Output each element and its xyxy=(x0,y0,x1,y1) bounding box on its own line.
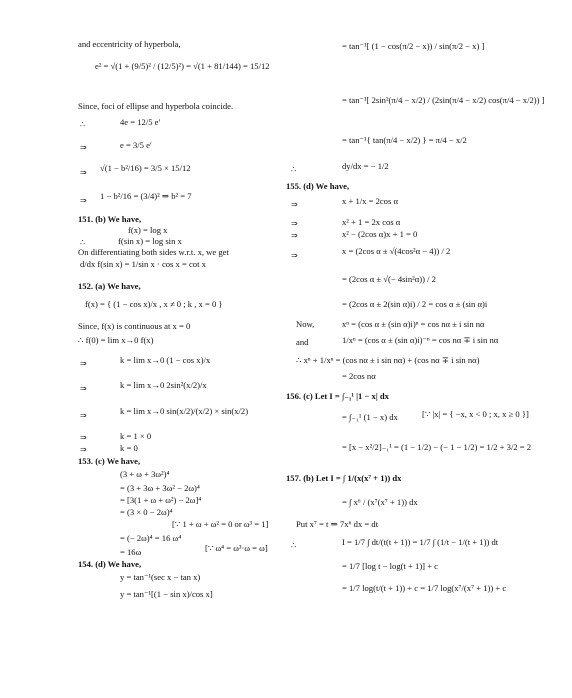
equation-line: d/dx f(sin x) = 1/sin x · cos x = cot x xyxy=(80,259,206,269)
equation-line: ∴ f(0) = lim x→0 f(x) xyxy=(78,335,154,345)
equation-line: 1 − b²/16 = (3/4)² ⇒ b² = 7 xyxy=(100,191,192,201)
equation-line: 4e = 12/5 e′ xyxy=(120,117,161,127)
implies-symbol: ⇒ xyxy=(80,168,87,177)
text-line: On differentiating both sides w.r.t. x, we get xyxy=(78,247,229,257)
equation-line: k = lim x→0 2sin²(x/2)/x xyxy=(120,380,207,390)
problem-157-heading: 157. (b) Let I = ∫ 1/(x(x⁷ + 1)) dx xyxy=(286,473,402,483)
equation-line: = 1/7 [log t − log(t + 1)] + c xyxy=(342,561,438,571)
problem-155-heading: 155. (d) We have, xyxy=(286,181,350,191)
text-line: Put x⁷ = t ⇒ 7x⁶ dx = dt xyxy=(296,519,379,529)
equation-line: = tan⁻¹{ tan(π/4 − x/2) } = π/4 − x/2 xyxy=(342,135,467,145)
implies-symbol: ⇒ xyxy=(80,411,87,420)
equation-line: = 1/7 log(t/(t + 1)) + c = 1/7 log(x⁷/(x⁷ + 1)) + c xyxy=(342,583,507,593)
equation-line: = ∫ x⁶ / (x⁷(x⁷ + 1)) dx xyxy=(342,497,418,507)
equation-line: dy/dx = − 1/2 xyxy=(342,161,389,171)
equation-line: x² + 1 = 2x cos α xyxy=(342,217,401,227)
reason-bracket: [∵ |x| = { −x, x < 0 ; x, x ≥ 0 }] xyxy=(422,409,529,419)
implies-symbol: ⇒ xyxy=(80,433,87,442)
piecewise-function: f(x) = { (1 − cos x)/x , x ≠ 0 ; k , x = 0 } xyxy=(85,299,223,309)
equation-line: = (3 × 0 − 2ω)⁴ xyxy=(120,507,173,517)
therefore-symbol: ∴ xyxy=(80,238,86,247)
problem-153-heading: 153. (c) We have, xyxy=(78,456,141,466)
equation-line: x² − (2cos α)x + 1 = 0 xyxy=(342,229,418,239)
equation-line: = [x − x²/2]₋₁¹ = (1 − 1/2) − (− 1 − 1/2) = 1/2 + 3/2 = 2 xyxy=(342,442,532,452)
equation-line: k = 1 × 0 xyxy=(120,431,152,441)
implies-symbol: ⇒ xyxy=(80,445,87,454)
equation-line: = tan⁻¹[ (1 − cos(π/2 − x)) / sin(π/2 − x) ] xyxy=(342,41,485,51)
implies-symbol: ⇒ xyxy=(80,384,87,393)
implies-symbol: ⇒ xyxy=(291,231,298,240)
equation-line: k = lim x→0 (1 − cos x)/x xyxy=(120,355,211,365)
equation-line: 1/xⁿ = (cos α ± (sin α)i)⁻ⁿ = cos nα ∓ i sin nα xyxy=(342,335,499,345)
equation-line: = (3 + 3ω + 3ω² − 2ω)⁴ xyxy=(120,483,200,493)
text-line: and xyxy=(296,337,309,347)
implies-symbol: ⇒ xyxy=(80,143,87,152)
equation-line: = (2cos α ± √(− 4sin²α)) / 2 xyxy=(342,274,436,284)
equation-line: ∴ xⁿ + 1/xⁿ = (cos nα ± i sin nα) + (cos nα ∓ i sin nα) xyxy=(296,355,480,365)
equation-line: f(sin x) = log sin x xyxy=(118,236,182,246)
equation-eccentricity: e² = √(1 + (9/5)² / (12/5)²) = √(1 + 81/144) = 15/12 xyxy=(95,61,270,71)
text-line: Now, xyxy=(296,319,315,329)
equation-line: √(1 − b²/16) = 3/5 × 15/12 xyxy=(100,163,191,173)
equation-line: = 16ω xyxy=(120,547,142,557)
equation-line: = 2cos nα xyxy=(342,371,376,381)
text-line: and eccentricity of hyperbola, xyxy=(78,39,181,49)
problem-154-heading: 154. (d) We have, xyxy=(78,559,142,569)
problem-152-heading: 152. (a) We have, xyxy=(78,281,141,291)
equation-line: x + 1/x = 2cos α xyxy=(342,196,398,206)
equation-line: = tan⁻¹[ 2sin²(π/4 − x/2) / (2sin(π/4 − x/2) cos(π/4 − x/2)) ] xyxy=(342,95,545,105)
problem-151-heading: 151. (b) We have, xyxy=(78,214,142,224)
problem-156-heading: 156. (c) Let I = ∫₋₁¹ |1 − x| dx xyxy=(286,391,389,401)
text-line: Since, f(x) is continuous at x = 0 xyxy=(78,321,191,331)
therefore-symbol: ∴ xyxy=(291,541,297,550)
equation-line: y = tan⁻¹[(1 − sin x)/cos x] xyxy=(120,589,213,599)
equation-line: k = lim x→0 sin(x/2)/(x/2) × sin(x/2) xyxy=(120,406,249,416)
equation-line: = ∫₋₁¹ (1 − x) dx xyxy=(342,412,398,422)
equation-line: = [3(1 + ω + ω²) − 2ω]⁴ xyxy=(120,495,202,505)
equation-line: (3 + ω + 3ω²)⁴ xyxy=(120,469,170,479)
therefore-symbol: ∴ xyxy=(80,120,86,129)
therefore-symbol: ∴ xyxy=(291,165,297,174)
implies-symbol: ⇒ xyxy=(291,200,298,209)
implies-symbol: ⇒ xyxy=(80,359,87,368)
reason-bracket: [∵ 1 + ω + ω² = 0 or ω³ = 1] xyxy=(172,519,269,529)
equation-line: I = 1/7 ∫ dt/(t(t + 1)) = 1/7 ∫ (1/t − 1/(t + 1)) dt xyxy=(342,537,499,547)
equation-line: xⁿ = (cos α ± (sin α)i)ⁿ = cos nα ± i sin nα xyxy=(342,319,485,329)
equation-line: y = tan⁻¹(sec x − tan x) xyxy=(120,572,201,582)
equation-line: x = (2cos α ± √(4cos²α − 4)) / 2 xyxy=(342,246,451,256)
equation-line: = (2cos α ± 2(sin α)i) / 2 = cos α ± (sin α)i xyxy=(342,299,488,309)
text-line: Since, foci of ellipse and hyperbola coincide. xyxy=(78,101,234,111)
reason-bracket: [∵ ω⁴ = ω³·ω = ω] xyxy=(205,543,268,553)
equation-line: k = 0 xyxy=(120,443,138,453)
implies-symbol: ⇒ xyxy=(80,196,87,205)
equation-line: = (− 2ω)⁴ = 16 ω⁴ xyxy=(120,533,182,543)
implies-symbol: ⇒ xyxy=(291,219,298,228)
equation-line: e = 3/5 e′ xyxy=(120,140,152,150)
implies-symbol: ⇒ xyxy=(291,251,298,260)
equation-line: f(x) = log x xyxy=(128,225,168,235)
